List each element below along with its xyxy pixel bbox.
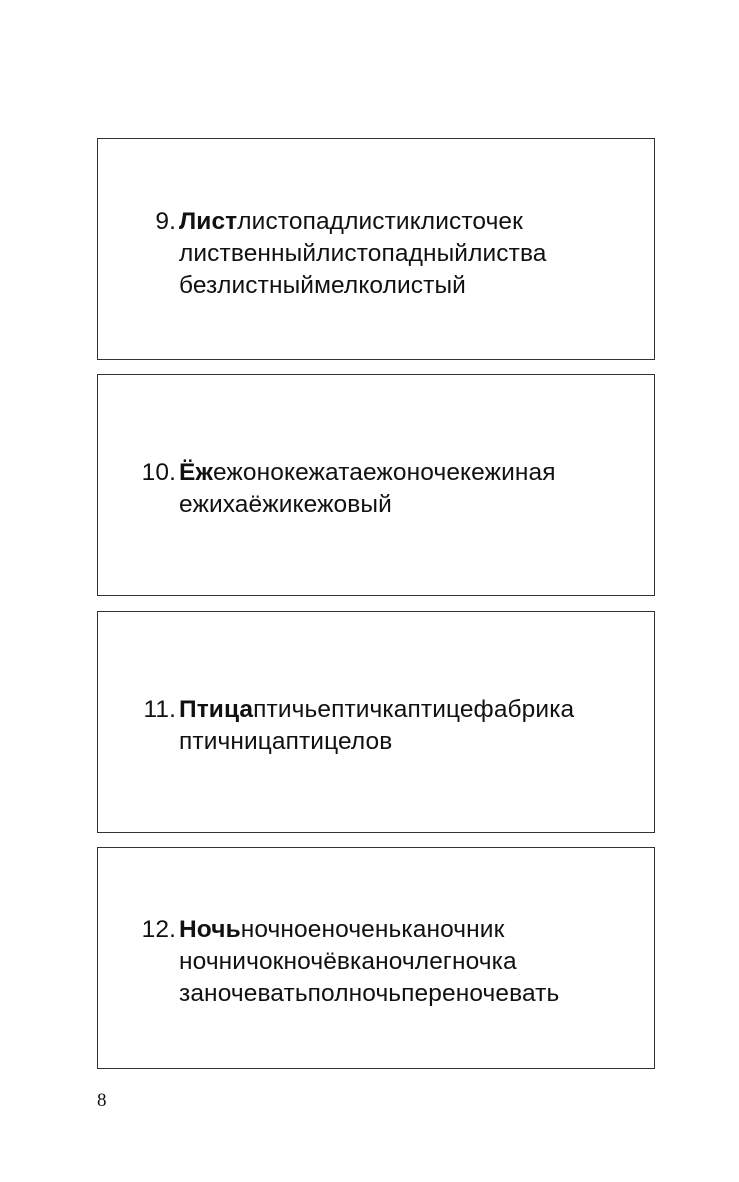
- entry-number: 10.: [141, 459, 176, 486]
- entry-line-2: [98, 489, 654, 521]
- entry-line-1: [98, 914, 654, 946]
- entry-line-2: [98, 238, 654, 270]
- related-words: ежихаёжикежовый: [179, 491, 392, 518]
- entry-number: 12.: [141, 916, 176, 943]
- related-words: ночничокночёвканочлегночка: [179, 948, 517, 975]
- word-card-11: [97, 611, 655, 833]
- entry-line-1: [98, 206, 654, 238]
- root-word: Птица: [179, 696, 254, 723]
- root-word: Ночь: [179, 916, 241, 943]
- related-words: птичьептичкаптицефабрика: [253, 696, 575, 723]
- entry-number: 9.: [155, 208, 176, 235]
- word-entry: [98, 206, 654, 302]
- root-word: Лист: [179, 208, 238, 235]
- root-word: Ёж: [179, 459, 213, 486]
- entry-line-2: [98, 946, 654, 978]
- related-words: листопадлистиклисточек: [237, 208, 523, 235]
- page-number: 8: [97, 1090, 107, 1111]
- word-card-9: [97, 138, 655, 360]
- entry-line-1: [98, 694, 654, 726]
- related-words: заночеватьполночьпереночевать: [179, 980, 560, 1007]
- word-entry: [98, 457, 654, 521]
- word-card-12: [97, 847, 655, 1069]
- related-words: лиственныйлистопадныйлиства: [179, 240, 547, 267]
- entry-line-1: [98, 457, 654, 489]
- word-entry: [98, 914, 654, 1010]
- word-card-10: [97, 374, 655, 596]
- related-words: безлистныймелколистый: [179, 272, 466, 299]
- entry-line-3: [98, 978, 654, 1010]
- entry-number: 11.: [143, 696, 176, 723]
- entry-line-2: [98, 726, 654, 758]
- related-words: ночноеноченьканочник: [240, 916, 505, 943]
- related-words: ежонокежатаежоночекежиная: [212, 459, 556, 486]
- related-words: птичницаптицелов: [179, 728, 393, 755]
- entry-line-3: [98, 270, 654, 302]
- word-entry: [98, 694, 654, 758]
